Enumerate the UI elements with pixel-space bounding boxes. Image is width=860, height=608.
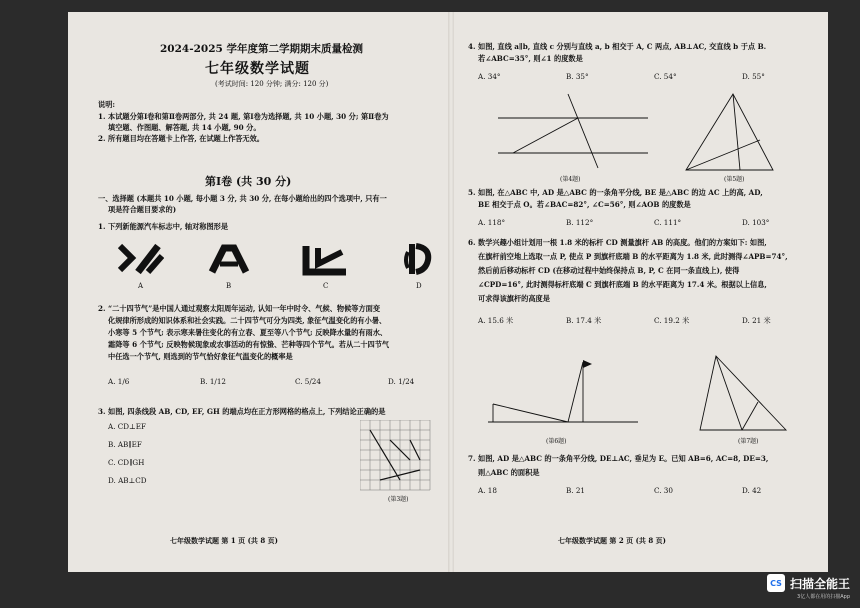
section1-intro1: 一、选择题 (本题共 10 小题, 每小题 3 分, 共 30 分, 在每小题给出的四个选项中, 只有一 <box>98 194 387 203</box>
q3-option-a: A. CD⊥EF <box>108 422 147 431</box>
q1-label-c: C <box>323 282 329 290</box>
q5-option-d: D. 103° <box>742 218 770 227</box>
q2-option-b: B. 1/12 <box>200 377 226 386</box>
q6-line1: 6. 数学兴趣小组计划用一根 1.8 米的标杆 CD 测量旗杆 AB 的高度。他们的方案如下: 如图, <box>468 238 767 247</box>
q5-line1: 5. 如图, 在△ABC 中, AD 是△ABC 的一条角平分线, BE 是△ABC 的边 AC 上的高, AD, <box>468 188 763 197</box>
exam-title: 2024-2025 学年度第二学期期末质量检测 <box>160 43 363 55</box>
q2-line4: 霜降等 6 个节气; 反映物候现象或农事活动的有惊蛰、芒种等四个节气。若从二十四节气 <box>108 340 390 349</box>
section1-intro2: 项是符合题目要求的) <box>108 205 177 214</box>
footer-right: 七年级数学试题 第 2 页 (共 8 页) <box>558 536 666 545</box>
q3-caption: (第3题) <box>388 496 409 503</box>
q7-line1: 7. 如图, AD 是△ABC 的一条角平分线, DE⊥AC, 垂足为 E。已知 AB=6, AC=8, DE=3, <box>468 454 769 463</box>
q7-figure <box>696 350 796 436</box>
q7-option-d: D. 42 <box>742 486 762 495</box>
q1-label-a: A <box>138 282 144 290</box>
q2-line5: 中任选一个节气, 则选到的节气恰好象征气温变化的概率是 <box>108 352 293 361</box>
instructions-heading: 说明: <box>98 100 116 109</box>
logo-d-icon <box>402 240 432 278</box>
watermark-sub: 3亿人都在用的扫描App <box>797 594 850 600</box>
q2-option-c: C. 5/24 <box>295 377 321 386</box>
q5-figure <box>678 90 788 175</box>
instructions-line2: 填空题、作图题、解答题, 共 14 小题, 90 分。 <box>108 123 261 132</box>
q2-option-d: D. 1/24 <box>388 377 415 386</box>
q6-figure <box>488 352 638 432</box>
exam-sheet <box>68 12 828 572</box>
q4-option-b: B. 35° <box>566 72 589 81</box>
exam-info: (考试时间: 120 分钟; 满分: 120 分) <box>215 80 329 88</box>
q5-option-a: A. 118° <box>478 218 506 227</box>
q1-label-d: D <box>416 282 422 290</box>
q2-option-a: A. 1/6 <box>108 377 130 386</box>
q7-caption: (第7题) <box>738 438 759 445</box>
q4-option-d: D. 55° <box>742 72 765 81</box>
q6-option-b: B. 17.4 米 <box>566 316 602 325</box>
q2-line2: 化规律所形成的知识体系和社会实践。二十四节气可分为四类, 象征气温变化的有小暑、 <box>108 316 387 325</box>
q2-line3: 小寒等 5 个节气; 表示寒来暑往变化的有立春、夏至等八个节气; 反映降水量的有雨水、 <box>108 328 388 337</box>
logo-b-icon <box>208 242 250 276</box>
q4-option-c: C. 54° <box>654 72 677 81</box>
exam-subtitle: 七年级数学试题 <box>205 61 310 77</box>
logo-a-icon <box>118 242 164 276</box>
section1-title: 第Ⅰ卷 (共 30 分) <box>205 175 292 188</box>
q5-caption: (第5题) <box>724 176 745 183</box>
q7-line2: 则△ABC 的面积是 <box>478 468 540 477</box>
q6-line5: 可求得该旗杆的高度是 <box>478 294 550 303</box>
q3-option-d: D. AB⊥CD <box>108 476 147 485</box>
q4-option-a: A. 34° <box>478 72 501 81</box>
q5-line2: BE 相交于点 O。若∠BAC=82°, ∠C=56°, 则∠AOB 的度数是 <box>478 200 691 209</box>
logo-c-icon <box>302 242 350 276</box>
q6-line4: ∠CPD=16°, 此时测得标杆底端 C 到旗杆底端 B 的水平距离为 17.4 米。根据以上信息, <box>478 280 767 289</box>
q4-caption: (第4题) <box>560 176 581 183</box>
q4-figure <box>498 88 648 170</box>
q7-option-c: C. 30 <box>654 486 673 495</box>
q6-option-d: D. 21 米 <box>742 316 771 325</box>
q5-option-b: B. 112° <box>566 218 594 227</box>
q7-option-b: B. 21 <box>566 486 585 495</box>
q6-line2: 在旗杆前空地上选取一点 P, 使点 P 到旗杆底端 B 的水平距离为 1.8 米, 此时测得∠APB=74°, <box>478 252 788 261</box>
q6-option-c: C. 19.2 米 <box>654 316 690 325</box>
footer-left: 七年级数学试题 第 1 页 (共 8 页) <box>170 536 278 545</box>
q6-line3: 然后前后移动标杆 CD (在移动过程中始终保持点 B, P, C 在同一条直线上), 使得 <box>478 266 740 275</box>
q7-option-a: A. 18 <box>478 486 497 495</box>
q3-stem: 3. 如图, 四条线段 AB, CD, EF, GH 的端点均在正方形网格的格点上, 下列结论正确的是 <box>98 407 386 416</box>
q3-option-c: C. CD∥GH <box>108 458 145 467</box>
q6-option-a: A. 15.6 米 <box>478 316 514 325</box>
q4-line2: 若∠ABC=35°, 则∠1 的度数是 <box>478 54 583 63</box>
q4-line1: 4. 如图, 直线 a∥b, 直线 c 分别与直线 a, b 相交于 A, C 两点, AB⊥AC, 交直线 b 于点 B. <box>468 42 767 51</box>
q3-grid-figure <box>360 420 440 492</box>
q3-option-b: B. AB∥EF <box>108 440 142 449</box>
q1-stem: 1. 下列新能源汽车标志中, 轴对称图形是 <box>98 222 229 231</box>
scanner-watermark <box>767 574 850 600</box>
instructions-line1: 1. 本试题分第Ⅰ卷和第Ⅱ卷两部分, 共 24 题, 第Ⅰ卷为选择题, 共 10 小题, 30 分; 第Ⅱ卷为 <box>98 112 389 121</box>
page-fold <box>448 12 454 572</box>
watermark-name: 扫描全能王 <box>789 576 850 591</box>
q1-label-b: B <box>226 282 232 290</box>
camscanner-logo-icon: CS <box>767 574 785 592</box>
q5-option-c: C. 111° <box>654 218 682 227</box>
q2-line1: 2. “二十四节气”是中国人通过观察太阳周年运动, 认知一年中时令、气候、物候等方面变 <box>98 304 381 313</box>
q6-caption: (第6题) <box>546 438 567 445</box>
instructions-line3: 2. 所有题目均在答题卡上作答, 在试题上作答无效。 <box>98 134 264 143</box>
